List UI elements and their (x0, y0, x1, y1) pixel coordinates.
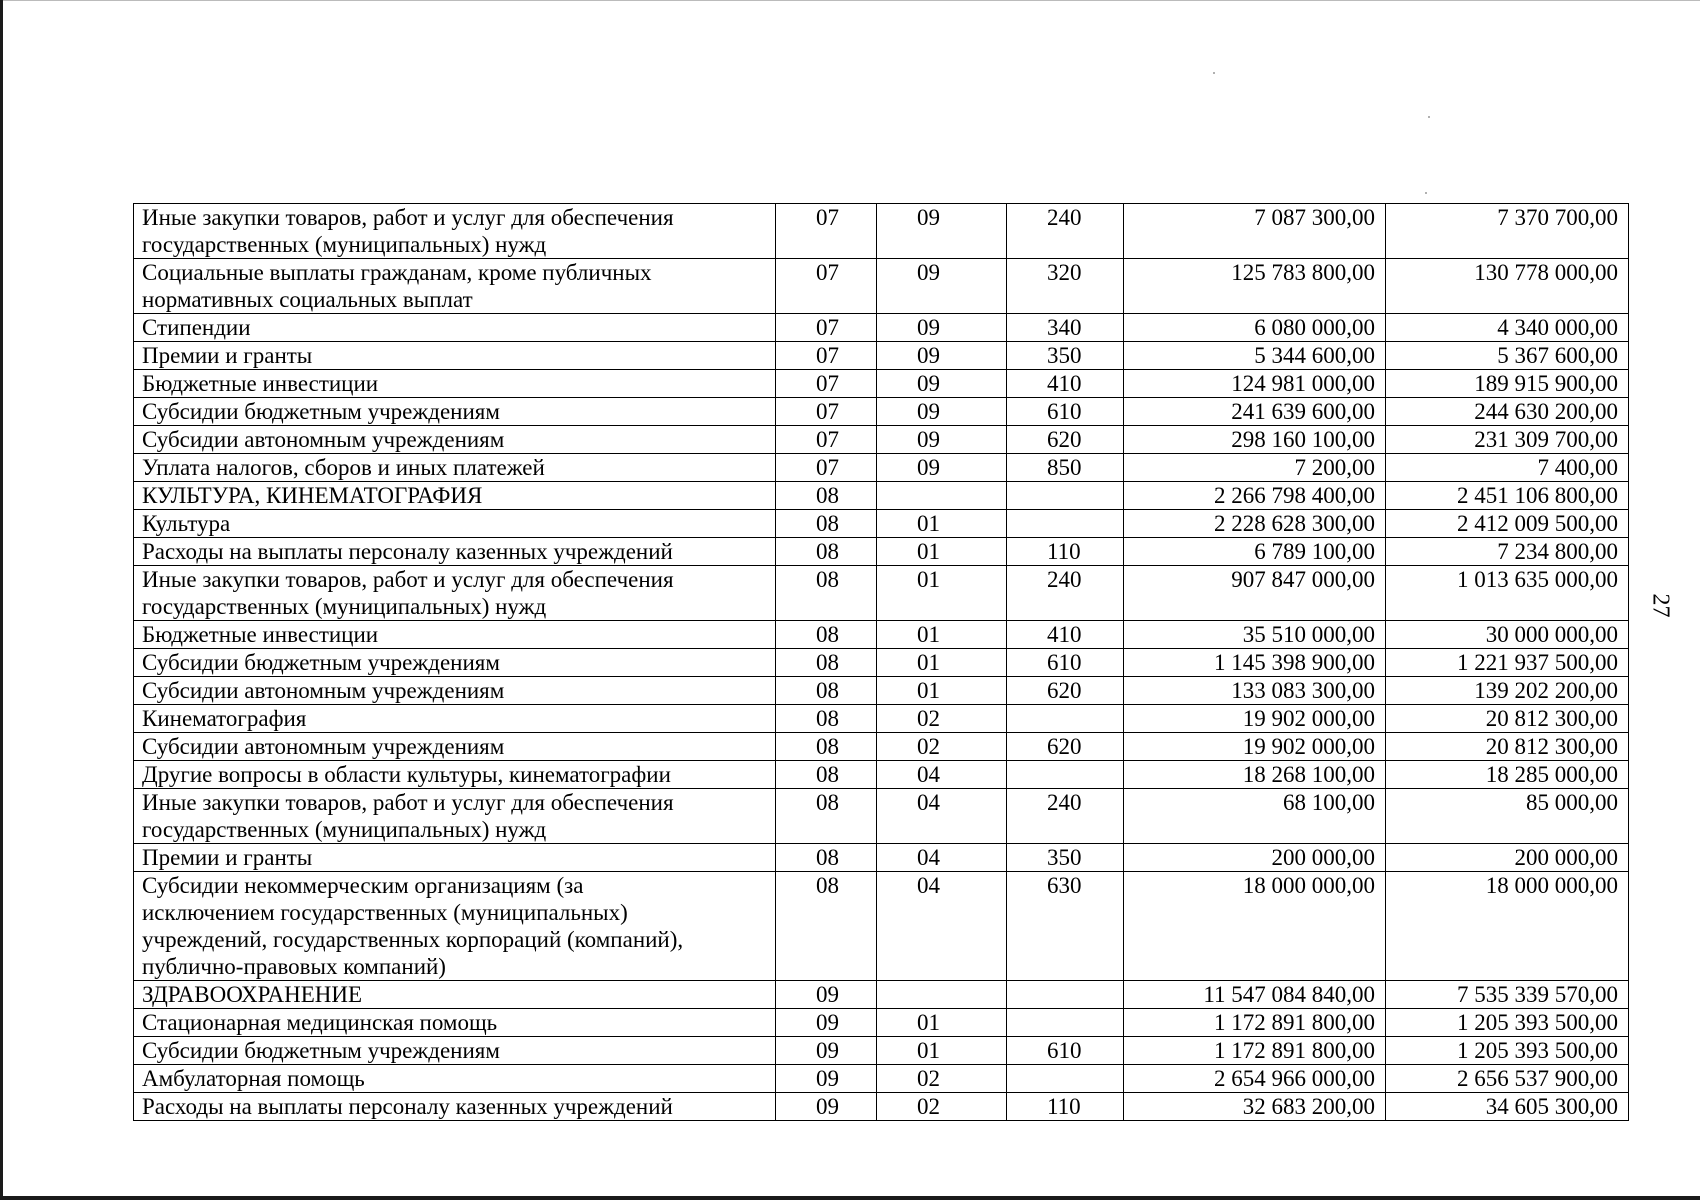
amount-year2-cell: 2 656 537 900,00 (1386, 1065, 1629, 1093)
amount-year2-cell: 130 778 000,00 (1386, 259, 1629, 314)
section-code-cell: 08 (776, 482, 877, 510)
section-code-cell: 08 (776, 733, 877, 761)
section-code-cell: 08 (776, 538, 877, 566)
expense-name-cell: Амбулаторная помощь (134, 1065, 776, 1093)
expense-name-cell: Культура (134, 510, 776, 538)
expense-name-cell: Премии и гранты (134, 844, 776, 872)
amount-year1-cell: 241 639 600,00 (1124, 398, 1386, 426)
table-row (134, 398, 1629, 426)
amount-year1-cell: 125 783 800,00 (1124, 259, 1386, 314)
scan-speck (1428, 116, 1430, 118)
amount-year1-cell: 18 268 100,00 (1124, 761, 1386, 789)
amount-year1-cell: 907 847 000,00 (1124, 566, 1386, 621)
section-code-cell: 07 (776, 342, 877, 370)
subsection-code-cell: 09 (877, 342, 1007, 370)
amount-year1-cell: 1 172 891 800,00 (1124, 1009, 1386, 1037)
budget-table (133, 203, 1629, 1121)
section-code-cell: 07 (776, 204, 877, 259)
expense-type-code-cell: 610 (1007, 649, 1124, 677)
expense-name-cell: ЗДРАВООХРАНЕНИЕ (134, 981, 776, 1009)
expense-type-code-cell: 620 (1007, 677, 1124, 705)
expense-type-code-cell (1007, 1065, 1124, 1093)
amount-year2-cell: 18 000 000,00 (1386, 872, 1629, 981)
subsection-code-cell: 01 (877, 566, 1007, 621)
section-code-cell: 07 (776, 398, 877, 426)
table-row (134, 1009, 1629, 1037)
expense-name-cell: Субсидии бюджетным учреждениям (134, 649, 776, 677)
amount-year2-cell: 7 370 700,00 (1386, 204, 1629, 259)
section-code-cell: 08 (776, 510, 877, 538)
amount-year2-cell: 189 915 900,00 (1386, 370, 1629, 398)
table-row (134, 454, 1629, 482)
subsection-code-cell: 01 (877, 677, 1007, 705)
table-row (134, 1093, 1629, 1121)
expense-type-code-cell: 340 (1007, 314, 1124, 342)
expense-type-code-cell: 110 (1007, 1093, 1124, 1121)
amount-year2-cell: 20 812 300,00 (1386, 733, 1629, 761)
expense-type-code-cell: 240 (1007, 204, 1124, 259)
expense-type-code-cell (1007, 1009, 1124, 1037)
subsection-code-cell: 09 (877, 454, 1007, 482)
expense-name-cell: Субсидии бюджетным учреждениям (134, 398, 776, 426)
section-code-cell: 07 (776, 314, 877, 342)
subsection-code-cell: 01 (877, 1037, 1007, 1065)
amount-year1-cell: 19 902 000,00 (1124, 705, 1386, 733)
section-code-cell: 08 (776, 761, 877, 789)
section-code-cell: 09 (776, 1037, 877, 1065)
amount-year1-cell: 2 228 628 300,00 (1124, 510, 1386, 538)
subsection-code-cell: 04 (877, 789, 1007, 844)
expense-type-code-cell: 850 (1007, 454, 1124, 482)
scan-speck (1425, 192, 1427, 194)
subsection-code-cell: 04 (877, 761, 1007, 789)
table-row (134, 677, 1629, 705)
table-row (134, 649, 1629, 677)
amount-year1-cell: 2 266 798 400,00 (1124, 482, 1386, 510)
amount-year1-cell: 7 087 300,00 (1124, 204, 1386, 259)
subsection-code-cell: 09 (877, 398, 1007, 426)
subsection-code-cell: 01 (877, 621, 1007, 649)
section-code-cell: 09 (776, 981, 877, 1009)
expense-name-cell: Социальные выплаты гражданам, кроме публичных нормативных социальных выплат (134, 259, 776, 314)
table-row (134, 981, 1629, 1009)
amount-year1-cell: 298 160 100,00 (1124, 426, 1386, 454)
expense-type-code-cell (1007, 510, 1124, 538)
amount-year1-cell: 18 000 000,00 (1124, 872, 1386, 981)
amount-year2-cell: 5 367 600,00 (1386, 342, 1629, 370)
section-code-cell: 08 (776, 621, 877, 649)
amount-year1-cell: 19 902 000,00 (1124, 733, 1386, 761)
amount-year1-cell: 32 683 200,00 (1124, 1093, 1386, 1121)
expense-type-code-cell: 350 (1007, 844, 1124, 872)
table-row (134, 566, 1629, 621)
expense-name-cell: Субсидии некоммерческим организациям (за исключением государственных (муниципальных) учреждений, государственных корпораций (компаний), публично-правовых компаний) (134, 872, 776, 981)
expense-type-code-cell: 240 (1007, 566, 1124, 621)
amount-year2-cell: 18 285 000,00 (1386, 761, 1629, 789)
table-row (134, 1065, 1629, 1093)
table-row (134, 705, 1629, 733)
section-code-cell: 07 (776, 259, 877, 314)
scan-edge-bottom (0, 1196, 1700, 1200)
expense-name-cell: Иные закупки товаров, работ и услуг для обеспечения государственных (муниципальных) нужд (134, 566, 776, 621)
table-row (134, 259, 1629, 314)
table-row (134, 426, 1629, 454)
amount-year2-cell: 1 205 393 500,00 (1386, 1009, 1629, 1037)
table-row (134, 761, 1629, 789)
expense-type-code-cell: 610 (1007, 1037, 1124, 1065)
table-row (134, 789, 1629, 844)
table-row (134, 342, 1629, 370)
amount-year1-cell: 6 080 000,00 (1124, 314, 1386, 342)
subsection-code-cell: 02 (877, 1065, 1007, 1093)
expense-name-cell: Иные закупки товаров, работ и услуг для обеспечения государственных (муниципальных) нужд (134, 789, 776, 844)
scan-edge-left (0, 0, 3, 1200)
expense-type-code-cell (1007, 981, 1124, 1009)
amount-year1-cell: 1 145 398 900,00 (1124, 649, 1386, 677)
expense-type-code-cell: 630 (1007, 872, 1124, 981)
section-code-cell: 08 (776, 789, 877, 844)
expense-name-cell: Стационарная медицинская помощь (134, 1009, 776, 1037)
subsection-code-cell: 01 (877, 538, 1007, 566)
expense-type-code-cell: 610 (1007, 398, 1124, 426)
section-code-cell: 08 (776, 705, 877, 733)
expense-type-code-cell: 410 (1007, 370, 1124, 398)
subsection-code-cell: 01 (877, 1009, 1007, 1037)
expense-name-cell: Субсидии автономным учреждениям (134, 426, 776, 454)
section-code-cell: 07 (776, 454, 877, 482)
section-code-cell: 08 (776, 566, 877, 621)
subsection-code-cell: 02 (877, 705, 1007, 733)
budget-table-body (134, 204, 1629, 1121)
expense-name-cell: Кинематография (134, 705, 776, 733)
amount-year2-cell: 231 309 700,00 (1386, 426, 1629, 454)
scan-speck (1213, 72, 1215, 74)
section-code-cell: 08 (776, 649, 877, 677)
amount-year2-cell: 1 221 937 500,00 (1386, 649, 1629, 677)
expense-name-cell: Субсидии автономным учреждениям (134, 733, 776, 761)
table-row (134, 538, 1629, 566)
amount-year1-cell: 133 083 300,00 (1124, 677, 1386, 705)
section-code-cell: 08 (776, 677, 877, 705)
expense-type-code-cell (1007, 705, 1124, 733)
subsection-code-cell: 01 (877, 649, 1007, 677)
amount-year2-cell: 2 451 106 800,00 (1386, 482, 1629, 510)
amount-year2-cell: 139 202 200,00 (1386, 677, 1629, 705)
expense-type-code-cell: 620 (1007, 733, 1124, 761)
expense-name-cell: Бюджетные инвестиции (134, 370, 776, 398)
subsection-code-cell: 09 (877, 259, 1007, 314)
expense-name-cell: Бюджетные инвестиции (134, 621, 776, 649)
expense-name-cell: Субсидии автономным учреждениям (134, 677, 776, 705)
subsection-code-cell: 02 (877, 733, 1007, 761)
amount-year1-cell: 5 344 600,00 (1124, 342, 1386, 370)
expense-type-code-cell (1007, 761, 1124, 789)
amount-year1-cell: 1 172 891 800,00 (1124, 1037, 1386, 1065)
subsection-code-cell (877, 482, 1007, 510)
expense-name-cell: Субсидии бюджетным учреждениям (134, 1037, 776, 1065)
expense-name-cell: Премии и гранты (134, 342, 776, 370)
amount-year1-cell: 7 200,00 (1124, 454, 1386, 482)
section-code-cell: 09 (776, 1093, 877, 1121)
subsection-code-cell: 09 (877, 370, 1007, 398)
amount-year2-cell: 7 400,00 (1386, 454, 1629, 482)
amount-year2-cell: 7 535 339 570,00 (1386, 981, 1629, 1009)
table-row (134, 370, 1629, 398)
expense-name-cell: Иные закупки товаров, работ и услуг для обеспечения государственных (муниципальных) нужд (134, 204, 776, 259)
section-code-cell: 09 (776, 1009, 877, 1037)
amount-year2-cell: 2 412 009 500,00 (1386, 510, 1629, 538)
amount-year2-cell: 1 013 635 000,00 (1386, 566, 1629, 621)
subsection-code-cell (877, 981, 1007, 1009)
subsection-code-cell: 09 (877, 426, 1007, 454)
table-row (134, 844, 1629, 872)
expense-type-code-cell: 240 (1007, 789, 1124, 844)
section-code-cell: 07 (776, 370, 877, 398)
scan-edge-top (0, 0, 1700, 1)
expense-name-cell: Расходы на выплаты персоналу казенных учреждений (134, 538, 776, 566)
expense-type-code-cell: 320 (1007, 259, 1124, 314)
subsection-code-cell: 04 (877, 844, 1007, 872)
amount-year2-cell: 85 000,00 (1386, 789, 1629, 844)
expense-type-code-cell: 620 (1007, 426, 1124, 454)
table-row (134, 314, 1629, 342)
page-number: 27 (1647, 593, 1674, 618)
table-row (134, 1037, 1629, 1065)
table-row (134, 482, 1629, 510)
amount-year1-cell: 200 000,00 (1124, 844, 1386, 872)
amount-year2-cell: 200 000,00 (1386, 844, 1629, 872)
table-row (134, 733, 1629, 761)
amount-year2-cell: 20 812 300,00 (1386, 705, 1629, 733)
section-code-cell: 08 (776, 872, 877, 981)
subsection-code-cell: 01 (877, 510, 1007, 538)
amount-year2-cell: 30 000 000,00 (1386, 621, 1629, 649)
amount-year1-cell: 2 654 966 000,00 (1124, 1065, 1386, 1093)
table-row (134, 510, 1629, 538)
subsection-code-cell: 02 (877, 1093, 1007, 1121)
section-code-cell: 09 (776, 1065, 877, 1093)
amount-year2-cell: 4 340 000,00 (1386, 314, 1629, 342)
table-row (134, 621, 1629, 649)
amount-year2-cell: 1 205 393 500,00 (1386, 1037, 1629, 1065)
amount-year1-cell: 124 981 000,00 (1124, 370, 1386, 398)
table-row (134, 872, 1629, 981)
expense-name-cell: Другие вопросы в области культуры, кинематографии (134, 761, 776, 789)
subsection-code-cell: 09 (877, 314, 1007, 342)
section-code-cell: 08 (776, 844, 877, 872)
table-row (134, 204, 1629, 259)
expense-name-cell: КУЛЬТУРА, КИНЕМАТОГРАФИЯ (134, 482, 776, 510)
amount-year1-cell: 35 510 000,00 (1124, 621, 1386, 649)
amount-year2-cell: 7 234 800,00 (1386, 538, 1629, 566)
expense-name-cell: Стипендии (134, 314, 776, 342)
expense-type-code-cell: 350 (1007, 342, 1124, 370)
amount-year2-cell: 244 630 200,00 (1386, 398, 1629, 426)
expense-name-cell: Расходы на выплаты персоналу казенных учреждений (134, 1093, 776, 1121)
subsection-code-cell: 09 (877, 204, 1007, 259)
expense-type-code-cell: 110 (1007, 538, 1124, 566)
expense-type-code-cell (1007, 482, 1124, 510)
amount-year1-cell: 68 100,00 (1124, 789, 1386, 844)
amount-year2-cell: 34 605 300,00 (1386, 1093, 1629, 1121)
section-code-cell: 07 (776, 426, 877, 454)
amount-year1-cell: 6 789 100,00 (1124, 538, 1386, 566)
subsection-code-cell: 04 (877, 872, 1007, 981)
expense-type-code-cell: 410 (1007, 621, 1124, 649)
expense-name-cell: Уплата налогов, сборов и иных платежей (134, 454, 776, 482)
amount-year1-cell: 11 547 084 840,00 (1124, 981, 1386, 1009)
